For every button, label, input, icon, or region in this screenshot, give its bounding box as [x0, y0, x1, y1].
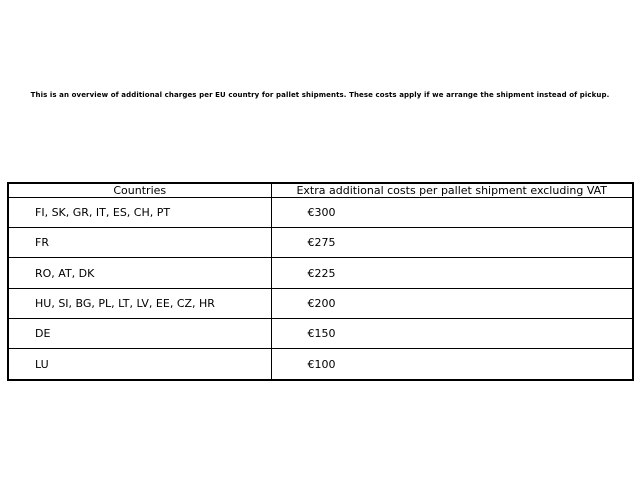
countries-cell: HU, SI, BG, PL, LT, LV, EE, CZ, HR [8, 288, 271, 318]
charges-table [7, 182, 634, 381]
countries-cell: RO, AT, DK [8, 258, 271, 288]
header-row [8, 183, 633, 198]
cost-cell: €150 [271, 318, 633, 348]
cost-cell: €300 [271, 198, 633, 228]
cost-cell: €225 [271, 258, 633, 288]
countries-cell: FI, SK, GR, IT, ES, CH, PT [8, 198, 271, 228]
table-row [8, 318, 633, 348]
table-row [8, 198, 633, 228]
cost-cell: €275 [271, 228, 633, 258]
countries-cell: LU [8, 349, 271, 380]
countries-cell: FR [8, 228, 271, 258]
cost-cell: €200 [271, 288, 633, 318]
intro-text: This is an overview of additional charges per EU country for pallet shipments. These costs apply if we arrange the shipment instead of pickup. [30, 91, 610, 99]
column-header-cost: Extra additional costs per pallet shipment excluding VAT [271, 183, 633, 198]
countries-cell: DE [8, 318, 271, 348]
table-row [8, 349, 633, 380]
table-row [8, 228, 633, 258]
table-row [8, 258, 633, 288]
column-header-countries: Countries [8, 183, 271, 198]
table-row [8, 288, 633, 318]
cost-cell: €100 [271, 349, 633, 380]
